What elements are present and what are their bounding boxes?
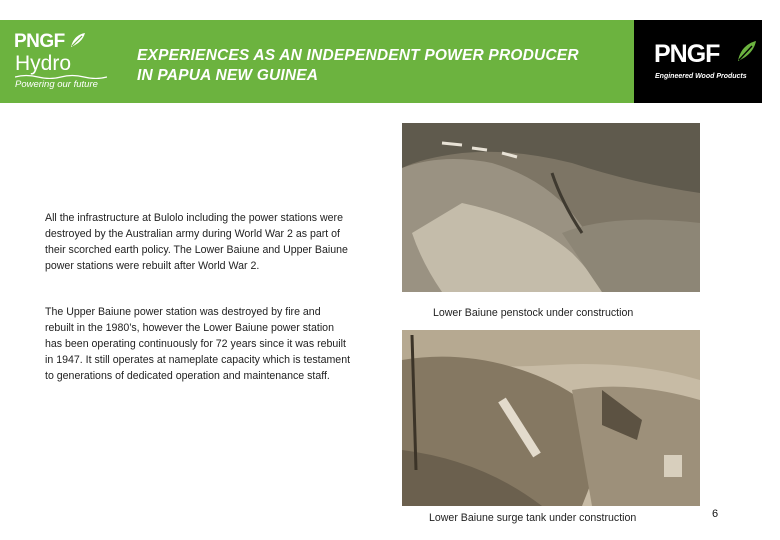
page-title (137, 46, 579, 86)
surge-tank-photo (402, 330, 700, 506)
page-number: 6 (712, 508, 719, 520)
pngf-ewp-logo (634, 20, 762, 103)
paragraph-operation: The Upper Baiune power station was destroyed by fire and rebuilt in the 1980’s, however the Lower Baiune power station has been operating continuously for 72 years since it was rebuilt in 1947. It still operates at nameplate capacity which is testament to generations of dedicated operation and maintenance staff. (45, 306, 351, 382)
logo-right-subtitle: Engineered Wood Products (655, 73, 747, 80)
logo-right-brand: PNGF (654, 40, 720, 68)
surge-tank-photo-image (402, 330, 700, 506)
paragraph-history: All the infrastructure at Bulolo including the power stations were destroyed by the Australian army during World War 2 as part of their scorched earth policy. The Lower Baiune and Upper Baiune power stations were rebuilt after World War 2. (45, 212, 348, 272)
pngf-hydro-logo (14, 32, 124, 94)
surge-tank-caption: Lower Baiune surge tank under construction (429, 512, 637, 524)
logo-product-text: Hydro (15, 52, 72, 75)
header-banner (0, 20, 762, 103)
title-line-1: EXPERIENCES AS AN INDEPENDENT POWER PRODUCER (137, 47, 579, 64)
logo-brand-row (14, 32, 86, 52)
leaf-icon (70, 32, 86, 48)
logo-brand-text: PNGF (14, 31, 65, 52)
title-line-2: IN PAPUA NEW GUINEA (137, 67, 319, 84)
penstock-caption: Lower Baiune penstock under construction (433, 307, 634, 319)
logo-tagline: Powering our future (15, 79, 98, 90)
leaf-icon (737, 40, 757, 62)
penstock-photo-image (402, 123, 700, 292)
penstock-photo (402, 123, 700, 292)
